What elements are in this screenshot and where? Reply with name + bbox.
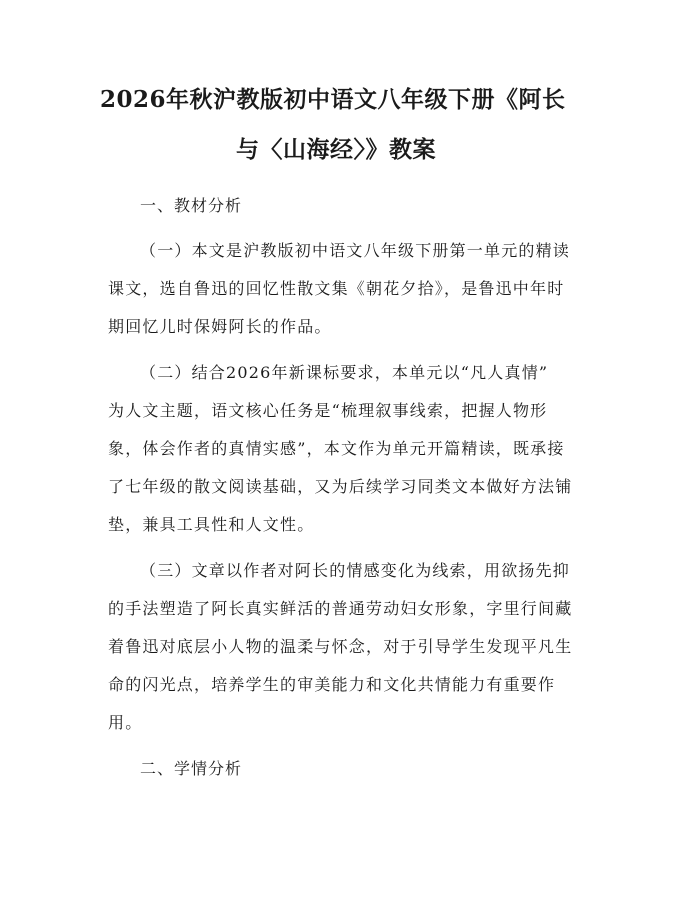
paragraph-3-line-4: 命的闪光点，培养学生的审美能力和文化共情能力有重要作 [108, 675, 556, 694]
paragraph-2-line-3: 象，体会作者的真情实感”，本文作为单元开篇精读，既承接 [108, 439, 565, 458]
paragraph-2-line-2: 为人文主题，语文核心任务是“梳理叙事线索，把握人物形 [108, 401, 548, 420]
section-heading-learner-analysis: 二、学情分析 [140, 759, 243, 778]
paragraph-2-line-5: 垫，兼具工具性和人文性。 [108, 515, 315, 534]
paragraph-2-line-4: 了七年级的散文阅读基础，又为后续学习同类文本做好方法铺 [108, 477, 573, 496]
paragraph-3-line-3: 着鲁迅对底层小人物的温柔与怀念，对于引导学生发现平凡生 [108, 637, 573, 656]
document-title-line-2: 与〈山海经〉》教案 [236, 136, 436, 163]
paragraph-1-line-3: 期回忆儿时保姆阿长的作品。 [108, 317, 332, 336]
paragraph-3-line-1: （三）文章以作者对阿长的情感变化为线索，用欲扬先抑 [140, 561, 571, 580]
paragraph-1-line-1: （一）本文是沪教版初中语文八年级下册第一单元的精读 [140, 241, 571, 260]
paragraph-1-line-2: 课文，选自鲁迅的回忆性散文集《朝花夕拾》，是鲁迅中年时 [108, 279, 565, 298]
document-title-line-1: 2026年秋沪教版初中语文八年级下册《阿长 [100, 86, 566, 113]
paragraph-2-line-1: （二）结合2026年新课标要求，本单元以“凡人真情” [140, 363, 549, 382]
paragraph-3-line-2: 的手法塑造了阿长真实鲜活的普通劳动妇女形象，字里行间藏 [108, 599, 573, 618]
paragraph-3-line-5: 用。 [108, 713, 143, 732]
section-heading-textbook-analysis: 一、教材分析 [140, 196, 243, 215]
